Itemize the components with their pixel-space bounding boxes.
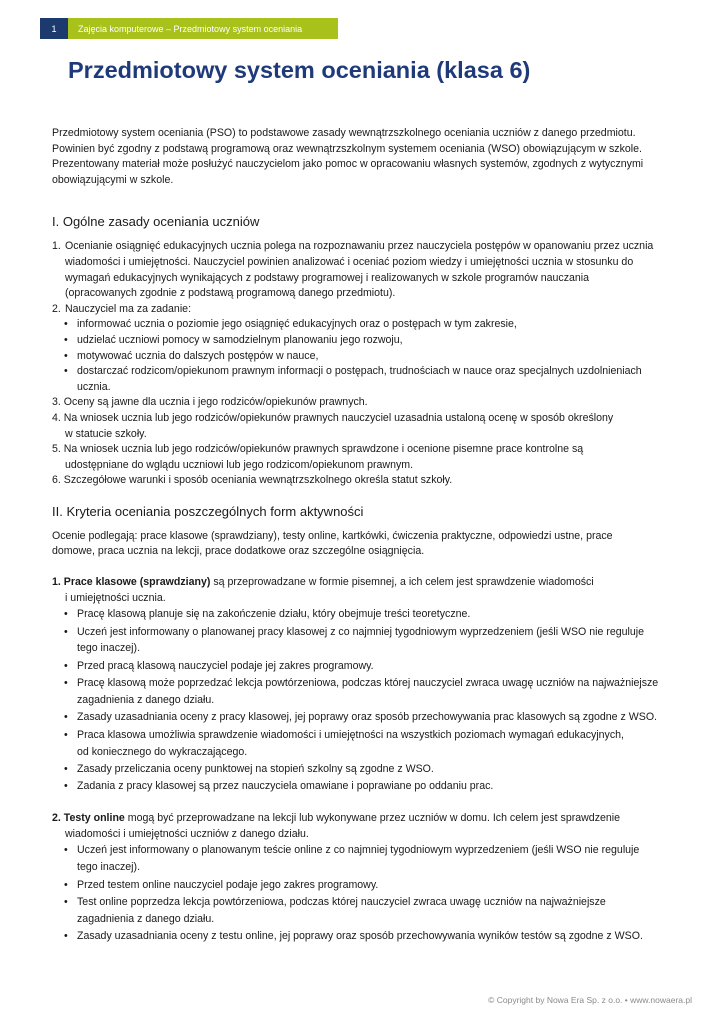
intro-line: Powinien być zgodny z podstawą programową oraz wewnątrzszkolnym systemem oceniania (WSO) obowiązującym w szkole. <box>52 142 642 155</box>
list-item: • Uczeń jest informowany o planowanej pracy klasowej z co najmniej tygodniowym wyprzedzeniem (jeśli WSO nie reguluje tego inaczej). <box>64 624 684 658</box>
page-title: Przedmiotowy system oceniania (klasa 6) <box>68 57 531 83</box>
running-header <box>40 18 338 39</box>
list-item: • Uczeń jest informowany o planowanym teście online z co najmniej tygodniowym wyprzedzeniem (jeśli WSO nie reguluje tego inaczej). <box>64 842 684 876</box>
intro-line: Prezentowany materiał może posłużyć nauczycielom jako pomoc w opracowaniu własnych systemów, zgodnych z wytycznymi <box>52 158 644 171</box>
block-heading: 1. Prace klasowe (sprawdziany) są przeprowadzane w formie pisemnej, a ich celem jest sprawdzenie wiadomości <box>52 576 594 589</box>
list-item: 2. Nauczyciel ma za zadanie: <box>52 302 192 315</box>
list-item: • Zasady uzasadniania oceny z testu online, jej poprawy oraz sposób przechowywania wyników testów są zgodne z WSO. <box>64 928 684 945</box>
list-item: • motywować ucznia do dalszych postępów w nauce, <box>64 349 684 365</box>
online-tests-list <box>64 842 684 945</box>
general-rules-list <box>52 239 684 317</box>
list-item: • Pracę klasową może poprzedzać lekcja powtórzeniowa, podczas której nauczyciel zwraca uwagę uczniów na najważniejsze zagadnienia z danego działu. <box>64 675 684 709</box>
list-item-cont: w statucie szkoły. <box>65 427 147 440</box>
block-heading: 2. Testy online mogą być przeprowadzane na lekcji lub wykonywane przez uczniów w domu. Ich celem jest sprawdzenie <box>52 812 621 825</box>
section-heading-general-rules: I. Ogólne zasady oceniania uczniów <box>52 214 260 230</box>
list-item: • Praca klasowa umożliwia sprawdzenie wiadomości i umiejętności na wszystkich poziomach wymagań edukacyjnych, od koniecznego do wykraczającego. <box>64 727 684 761</box>
list-item: • Zadania z pracy klasowej są przez nauczyciela omawiane i poprawiane po oddaniu prac. <box>64 778 684 795</box>
intro-paragraph <box>52 126 684 188</box>
criteria-intro: Ocenie podlegają: prace klasowe (sprawdziany), testy online, kartkówki, ćwiczenia praktyczne, odpowiedzi ustne, prace domowe, praca ucznia na lekcji, prace dodatkowe oraz szczególne osiągnięcia. <box>52 529 613 558</box>
list-item: • Przed testem online nauczyciel podaje jego zakres programowy. <box>64 877 684 894</box>
copyright-footer: © Copyright by Nowa Era Sp. z o.o. • www.nowaera.pl <box>488 995 692 1005</box>
list-item: • udzielać uczniowi pomocy w samodzielnym planowaniu jego rozwoju, <box>64 333 684 349</box>
list-item: • Pracę klasową planuje się na zakończenie działu, który obejmuje treści teoretyczne. <box>64 606 684 623</box>
list-item: 4. Na wniosek ucznia lub jego rodziców/opiekunów prawnych nauczyciel uzasadnia ustaloną ocenę w sposób określony <box>52 411 614 424</box>
class-tests-list <box>64 606 684 795</box>
online-tests-block: 2. Testy online mogą być przeprowadzane na lekcji lub wykonywane przez uczniów w domu. Ich celem jest sprawdzenie wiadomości i umiejętności uczniów z danego działu. • Uczeń jest informowany o planowanym teście online z co najmniej tygodniowym wyprzedzeniem (jeśli WSO nie reguluje tego inaczej). • Przed testem online nauczyciel podaje jego zakres programowy. • Test online poprzedza lekcja powtórzeniowa, podczas której nauczyciel zwraca uwagę uczniów na najważniejsze zagadnienia z danego działu. • Zasady uzasadniania oceny z testu online, jej poprawy oraz sposób przechowywania wyników testów są zgodne z WSO. <box>52 811 684 945</box>
list-item: • dostarczać rodzicom/opiekunom prawnym informacji o postępach, trudnościach w nauce oraz specjalnych uzdolnieniach ucznia. <box>64 364 684 395</box>
intro-line: obowiązującymi w szkole. <box>52 173 174 186</box>
page-number: 1 <box>40 18 68 39</box>
document-body <box>52 126 684 946</box>
list-item: • Przed pracą klasową nauczyciel podaje jej zakres programowy. <box>64 658 684 675</box>
class-tests-block: 1. Prace klasowe (sprawdziany) są przeprowadzane w formie pisemnej, a ich celem jest sprawdzenie wiadomości i umiejętności ucznia. • Pracę klasową planuje się na zakończenie działu, który obejmuje treści teoretyczne. • Uczeń jest informowany o planowanej pracy klasowej z co najmniej tygodniowym wyprzedzeniem (jeśli WSO nie reguluje tego inaczej). • Przed pracą klasową nauczyciel podaje jej zakres programowy. • Pracę klasową może poprzedzać lekcja powtórzeniowa, podczas której nauczyciel zwraca uwagę uczniów na najważniejsze zagadnienia z danego działu. • Zasady uzasadniania oceny z pracy klasowej, jej poprawy oraz sposób przechowywania prac klasowych są zgodne z WSO. • Praca klasowa umożliwia sprawdzenie wiadomości i umiejętności na wszystkich poziomach wymagań edukacyjnych, od koniecznego do wykraczającego. • Zasady przeliczania oceny punktowej na stopień szkolny są zgodne z WSO. • Zadania z pracy klasowej są przez nauczyciela omawiane i poprawiane po oddaniu prac. <box>52 575 684 795</box>
section-heading-criteria: II. Kryteria oceniania poszczególnych form aktywności <box>52 503 364 519</box>
list-item: • Test online poprzedza lekcja powtórzeniowa, podczas której nauczyciel zwraca uwagę uczniów na najważniejsze zagadnienia z danego działu. <box>64 894 684 928</box>
list-item: • Zasady przeliczania oceny punktowej na stopień szkolny są zgodne z WSO. <box>64 761 684 778</box>
intro-line: Przedmiotowy system oceniania (PSO) to podstawowe zasady wewnątrzszkolnego oceniania uczniów z danego przedmiotu. <box>52 127 636 139</box>
header-title: Zajęcia komputerowe – Przedmiotowy system oceniania <box>68 18 338 39</box>
list-item: • Zasady uzasadniania oceny z pracy klasowej, jej poprawy oraz sposób przechowywania prac klasowych są zgodne z WSO. <box>64 709 684 726</box>
list-item: 5. Na wniosek ucznia lub jego rodziców/opiekunów prawnych sprawdzone i ocenione pisemne prace kontrolne są <box>52 443 584 456</box>
teacher-tasks-list <box>64 317 684 395</box>
list-item: 6. Szczegółowe warunki i sposób oceniania wewnątrzszkolnego określa statut szkoły. <box>52 474 453 487</box>
list-item: 1. Ocenianie osiągnięć edukacyjnych ucznia polega na rozpoznawaniu przez nauczyciela postępów w opanowaniu przez ucznia wiadomości i umiejętności. Nauczyciel powinien analizować i oceniać poziom wiedzy i umiejętności ucznia w stosunku do wymagań edukacyjnych wynikających z podstawy programowej i realizowanych w szkole programów nauczania (opracowanych zgodnie z podstawą programową danego przedmiotu). <box>52 240 654 300</box>
list-item-cont: udostępniane do wglądu uczniowi lub jego rodzicom/opiekunom prawnym. <box>65 458 414 471</box>
list-item: 3. Oceny są jawne dla ucznia i jego rodziców/opiekunów prawnych. <box>52 396 368 409</box>
list-item: • informować ucznia o poziomie jego osiągnięć edukacyjnych oraz o postępach w tym zakresie, <box>64 317 684 333</box>
